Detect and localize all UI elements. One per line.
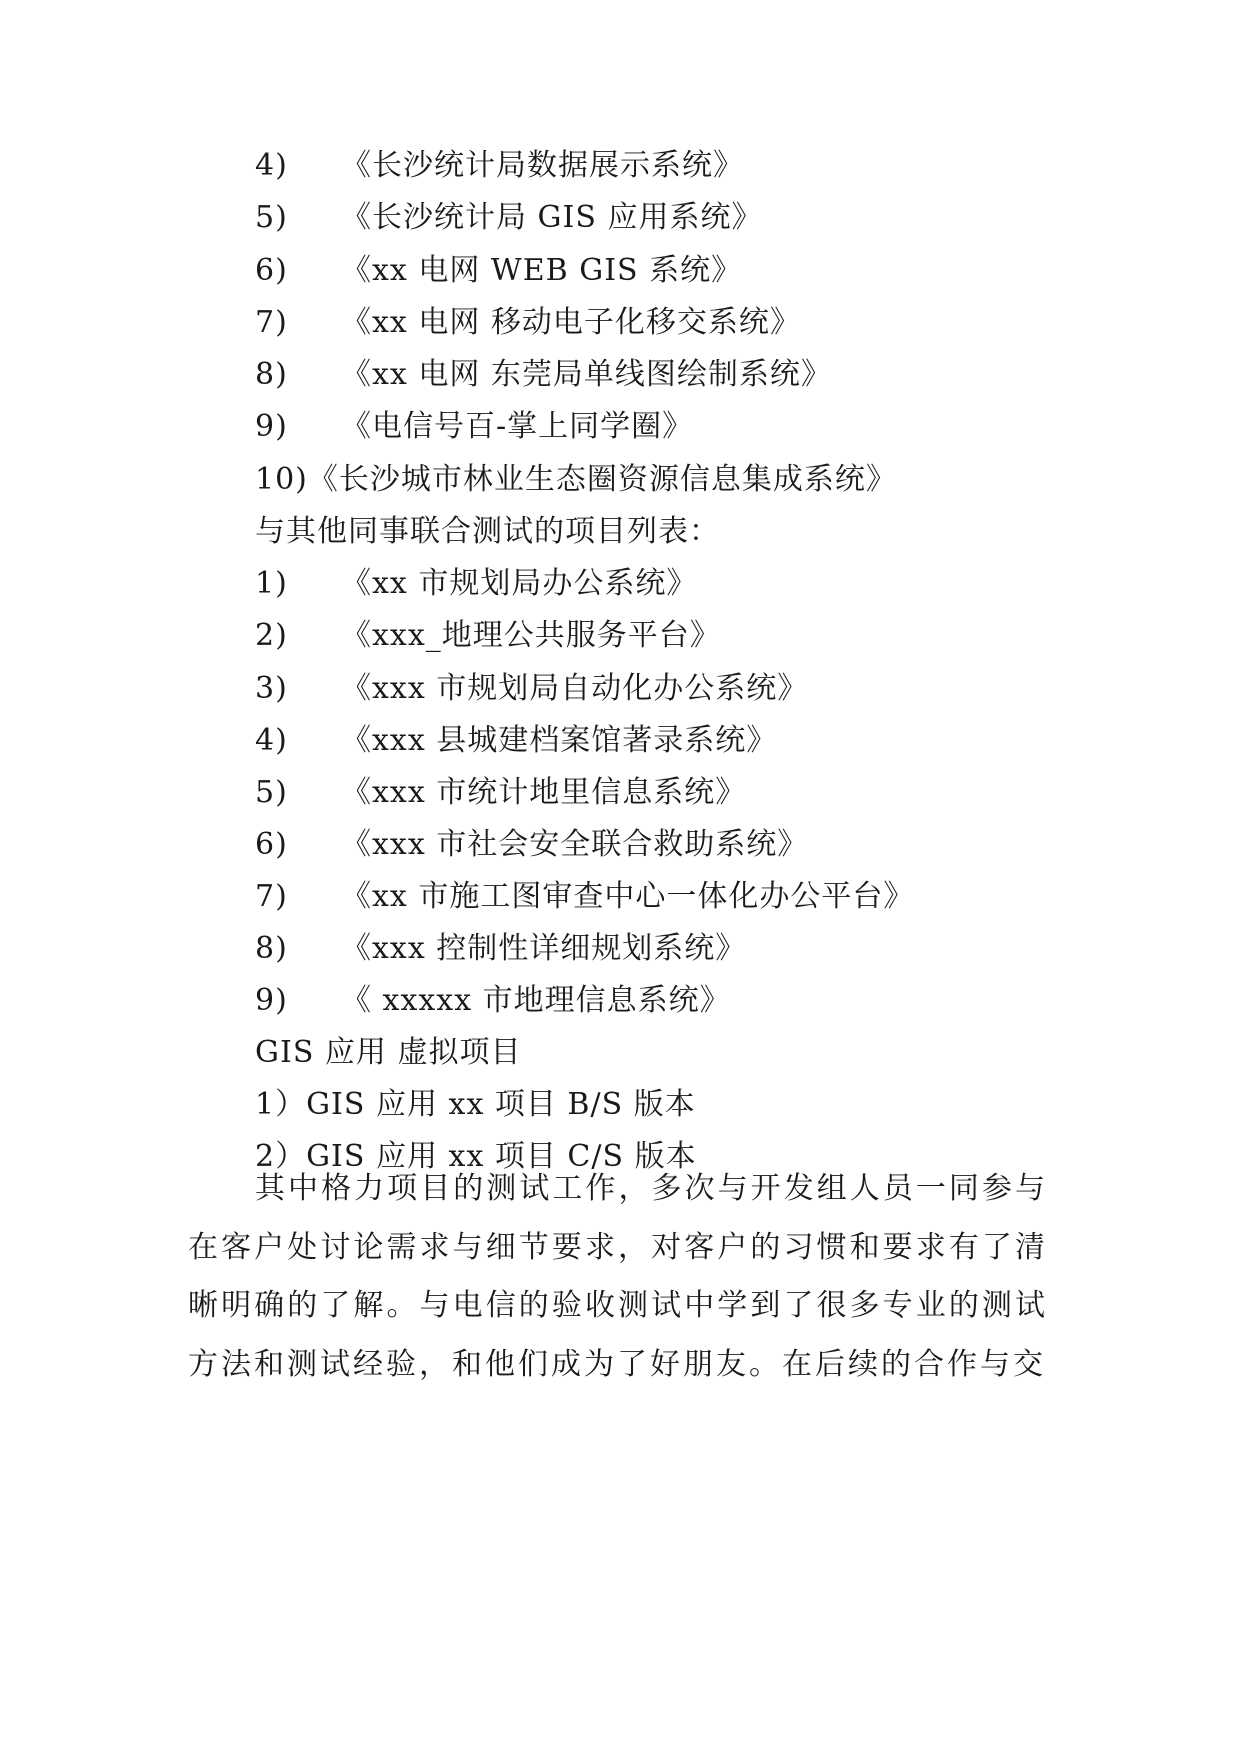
project-list-item [255,877,914,917]
item-text: 《电信号百-掌上同学圈》 [341,409,694,444]
item-text: 2）GIS 应用 xx 项目 C/S 版本 [255,1139,697,1174]
item-text: 《xx 市规划局办公系统》 [341,566,698,601]
item-text: 《长沙统计局 GIS 应用系统》 [341,200,763,235]
project-list-item [255,721,777,761]
joint-test-heading [255,512,720,552]
item-text: 《xxx 控制性详细规划系统》 [341,931,747,966]
project-list-item [255,303,801,343]
item-number: 8) [255,931,288,966]
item-text: 《xx 电网 WEB GIS 系统》 [341,253,743,288]
item-text: 《 xxxxx 市地理信息系统》 [341,983,731,1018]
item-number: 2) [255,618,288,653]
project-list-item [255,564,697,604]
project-list-item [255,460,897,500]
item-text: 《xxx_地理公共服务平台》 [341,618,721,653]
item-text: 《xxx 市规划局自动化办公系统》 [341,671,809,706]
project-list-item [255,407,693,447]
item-text: 《长沙统计局数据展示系统》 [341,148,744,183]
item-text: 《xxx 市统计地里信息系统》 [341,775,747,810]
item-number: 5) [255,200,288,235]
project-list-item [255,146,744,186]
heading-text: GIS 应用 虚拟项目 [255,1035,522,1070]
item-number: 8) [255,357,288,392]
item-number: 10) [255,462,308,497]
item-number: 6) [255,253,288,288]
item-number: 7) [255,879,288,914]
item-text: 《xx 电网 东莞局单线图绘制系统》 [341,357,832,392]
item-text: 《xxx 市社会安全联合救助系统》 [341,827,809,862]
item-text: 《xxx 县城建档案馆著录系统》 [341,723,778,758]
project-list-item [255,929,746,969]
item-number: 3) [255,671,288,706]
item-text: 《xx 市施工图审查中心一体化办公平台》 [341,879,915,914]
project-list-item [255,251,742,291]
project-list-item [255,825,808,865]
item-number: 5) [255,775,288,810]
gis-project-item [255,1085,696,1125]
item-number: 9) [255,409,288,444]
gis-virtual-heading [255,1033,521,1073]
item-number: 4) [255,723,288,758]
heading-text: 与其他同事联合测试的项目列表： [255,514,720,549]
item-number: 4) [255,148,288,183]
project-list-item [255,198,762,238]
project-list-item [255,773,746,813]
project-list-item [255,616,721,656]
item-number: 1) [255,566,288,601]
item-text: 1）GIS 应用 xx 项目 B/S 版本 [255,1087,696,1122]
item-text: 《xx 电网 移动电子化移交系统》 [341,305,801,340]
project-list-item [255,669,808,709]
body-paragraph: 其中格力项目的测试工作，多次与开发组人员一同参与在客户处讨论需求与细节要求，对客户的习惯和要求有了清晰明确的了解。与电信的验收测试中学到了很多专业的测试方法和测试经验，和他们成为了好朋友。在后续的合作与交 [188,1171,1048,1382]
item-number: 7) [255,305,288,340]
item-number: 6) [255,827,288,862]
project-list-item [255,355,832,395]
project-list-item [255,981,731,1021]
item-text: 《长沙城市林业生态圈资源信息集成系统》 [307,462,897,497]
item-number: 9) [255,983,288,1018]
